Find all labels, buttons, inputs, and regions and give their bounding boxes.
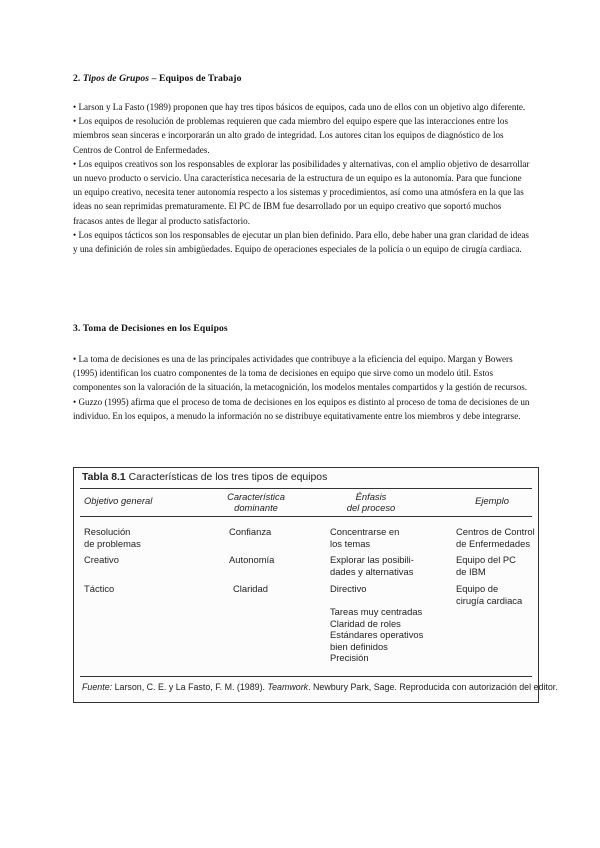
table-cell: Creativo — [84, 554, 119, 565]
table-header: Énfasis del proceso — [346, 491, 396, 513]
table-caption: Características de los tres tipos de equipos — [128, 472, 328, 483]
table-figure — [73, 467, 558, 703]
table-cell: Confianza — [229, 526, 272, 537]
table-cell: Explorar las posibili- dades y alternativas — [330, 554, 414, 577]
table-header: Ejemplo — [475, 495, 509, 506]
section-3-heading: 3. Toma de Decisiones en los Equipos — [73, 323, 228, 334]
source-book: Teamwork — [267, 682, 309, 692]
paragraph: • Los equipos tácticos son los responsables de ejecutar un plan bien definido. Para ello, debe haber una gran claridad de ideas y una definición de roles sin ambigüedades. Equipo de operaciones especiales de la policía o un equipo de cirugía cardiaca. — [73, 229, 529, 255]
paragraph: • La toma de decisiones es una de las principales actividades que contribuye a la eficiencia del equipo. Margan y Bowers (1995) identifican los cuatro componentes de la toma de decisiones en equipo que sirve como un modelo útil. Estos componentes son la valoración de la situación, la metacognición, los modelos mentales compartidos y la gestión de recursos. — [73, 354, 528, 393]
table-rule-top — [80, 488, 532, 489]
table-title — [82, 472, 327, 483]
table-rule-header — [80, 516, 532, 517]
source-label: Fuente: — [82, 682, 113, 692]
paragraph: • Guzzo (1995) afirma que el proceso de toma de decisiones en los equipos es distinto al proceso de toma de decisiones de un individuo. En los equipos, a menudo la información no se distribuye equitativamente entre los miembros y debe integrarse. — [73, 396, 530, 421]
section-3-body — [73, 352, 533, 423]
table-cell: Directivo — [330, 583, 367, 594]
table-cell: Equipo de cirugía cardiaca — [456, 583, 523, 606]
table-cell: Resolución de problemas — [84, 526, 141, 549]
table-header: Característica dominante — [227, 491, 285, 513]
table-source-note — [82, 682, 558, 692]
paragraph: • Los equipos de resolución de problemas requieren que cada miembro del equipo espere que las interacciones entre los miembros sean sinceras e incorporarán un alto grado de integridad. Los autores citan los equipos de diagnóstico de los Centros de Control de Enfermedades. — [73, 116, 508, 155]
section-2-title-rest: – Equipos de Trabajo — [149, 73, 242, 84]
section-2-number: 2. — [73, 73, 83, 84]
paragraph: • Los equipos creativos son los responsables de explorar las posibilidades y alternativas, con el amplio objetivo de desarrollar un nuevo producto o servicio. Una característica necesaria de la estructura de un equipo es la autonomía. Para que funcione un equipo creativo, necesita tener autonomía respecto a los sistemas y procedimientos, así como una atmósfera en la que las ideas no sean reprimidas prematuramente. El PC de IBM fue desarrollado por un equipo creativo que soportó muchos fracasos antes de llegar al producto satisfactorio. — [73, 158, 530, 226]
source-end: . Newbury Park, Sage. Reproducida con autorización del editor. — [308, 682, 558, 692]
paragraph: • Larson y La Fasto (1989) proponen que hay tres tipos básicos de equipos, cada uno de ellos con un objetivo algo diferente. — [73, 102, 526, 112]
table-cell-process-details: Tareas muy centradas Claridad de roles Estándares operativos bien definidos Precisión — [330, 606, 424, 663]
table-label: Tabla 8.1 — [82, 472, 126, 483]
table-rule-bottom — [80, 676, 532, 677]
table-cell: Táctico — [84, 583, 115, 594]
table-cell: Centros de Control de Enfermedades — [456, 526, 535, 549]
section-2-body — [73, 100, 533, 256]
table-cell: Claridad — [233, 583, 268, 594]
section-2-title-italic: Tipos de Grupos — [82, 73, 150, 84]
table-cell: Autonomía — [229, 554, 275, 565]
section-2-heading — [73, 73, 241, 84]
source-text: Larson, C. E. y La Fasto, F. M. (1989). — [112, 682, 268, 692]
table-cell: Concentrarse en los temas — [330, 526, 400, 549]
table-cell: Equipo del PC de IBM — [456, 554, 516, 577]
table-header: Objetivo general — [84, 495, 153, 506]
